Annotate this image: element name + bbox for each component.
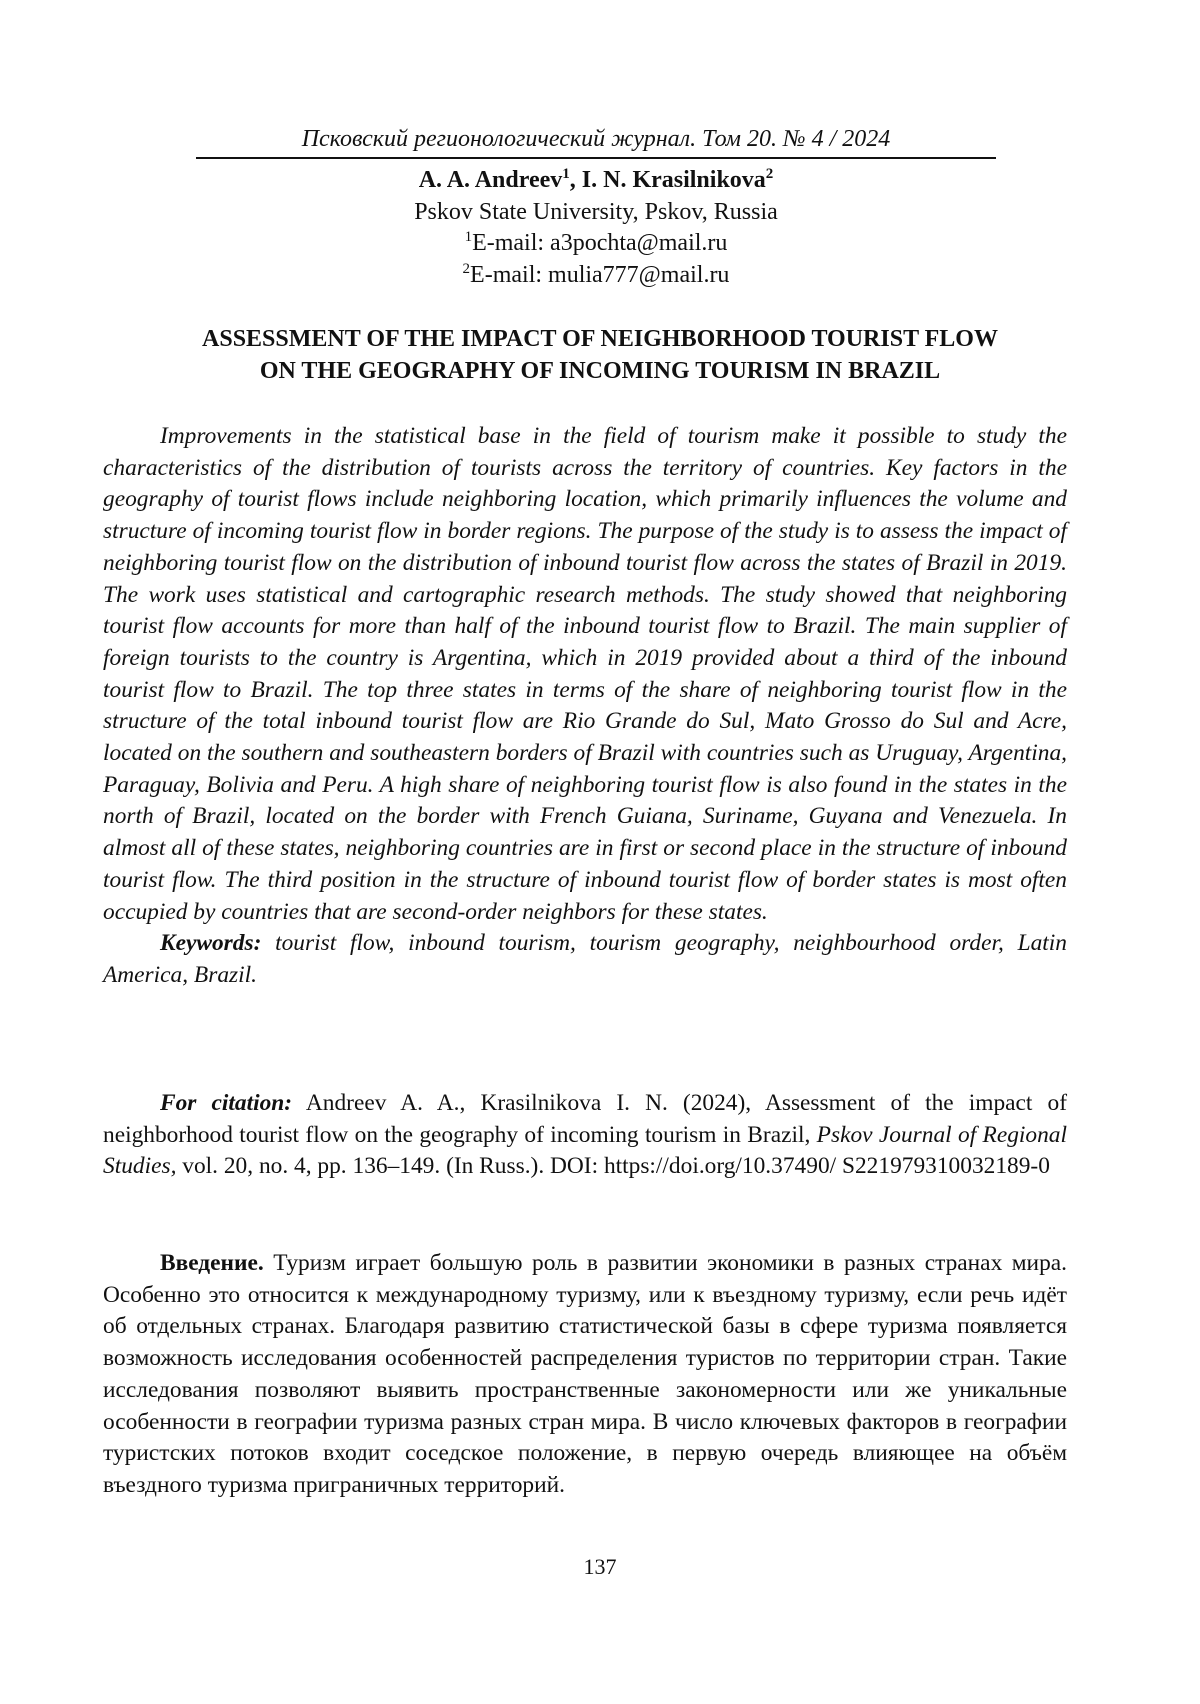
keywords (103, 928, 1067, 991)
keywords-label: Keywords: (160, 930, 262, 957)
title-line-1: ASSESSMENT OF THE IMPACT OF NEIGHBORHOOD TOURIST FLOW (202, 326, 998, 352)
introduction-paragraph (103, 1248, 1067, 1502)
page-number: 137 (583, 1554, 617, 1579)
author-separator: , (569, 167, 582, 193)
introduction-block (103, 1248, 1067, 1502)
email-2-line (196, 260, 996, 292)
article-title (100, 323, 1100, 387)
citation-block (103, 1088, 1067, 1183)
citation-paragraph (103, 1088, 1067, 1183)
author-2-mark: 2 (765, 166, 774, 182)
running-header: Псковский регионологический журнал. Том 20. № 4 / 2024 (301, 126, 891, 152)
citation-journal: Pskov Journal of Regional Studies, (103, 1121, 1067, 1180)
email-2-mark: 2 (462, 260, 471, 277)
abstract-text: Improvements in the statistical base in the field of tourism make it possible to study the characteristics of the distribution of tourists across the territory of countries. Key factors in the geography of tourist flows include neighboring location, which primarily influences the volume and structure of incoming tourist flow in border regions. The purpose of the study is to assess the impact of neighboring tourist flow on the distribution of inbound tourist flow across the states of Brazil in 2019. The work uses statistical and cartographic research methods. The study showed that neighboring tourist flow accounts for more than half of the inbound tourist flow to Brazil. The main supplier of foreign tourists to the country is Argentina, which in 2019 provided about a third of the inbound tourist flow to Brazil. The top three states in terms of the share of neighboring tourist flow in the structure of the total inbound tourist flow are Rio Grande do Sul, Mato Grosso do Sul and Acre, located on the southern and southeastern borders of Brazil with countries such as Uruguay, Argentina, Paraguay, Bolivia and Peru. A high share of neighboring tourist flow is also found in the states in the north of Brazil, located on the border with French Guiana, Suriname, Guyana and Venezuela. In almost all of these states, neighboring countries are in first or second place in the structure of inbound tourist flow. The third position in the structure of inbound tourist flow of border states is most often occupied by countries that are second-order neighbors for these states. (103, 423, 1067, 925)
abstract (103, 421, 1067, 992)
email-1[interactable]: E-mail: a3pochta@mail.ru (472, 230, 728, 256)
email-1-line (196, 228, 996, 260)
author-1-name: A. A. Andreev (418, 167, 563, 193)
author-1-mark: 1 (562, 166, 570, 182)
header-rule (196, 157, 996, 159)
citation-label: For citation: (160, 1090, 293, 1116)
keywords-text: tourist flow, inbound tourism, tourism geography, neighbourhood order, Latin America, Brazil. (103, 930, 1067, 988)
introduction-text: Туризм играет большую роль в развитии экономики в разных странах мира. Особенно это относится к международному туризму, или к въездному туризму, если речь идёт об отдельных странах. Благодаря развитию статистической базы в сфере туризма появляется возможность исследования особенностей распределения туристов по территории стран. Такие исследования позволяют выявить пространственные закономерности или же уникальные особенности в географии туризма разных стран мира. В число ключевых факторов в географии туристских потоков входит соседское положение, в первую очередь влияющее на объём въездного туризма приграничных территорий. (103, 1250, 1067, 1498)
introduction-label: Введение. (160, 1250, 264, 1276)
email-2[interactable]: E-mail: mulia777@mail.ru (470, 261, 730, 288)
author-2-name: I. N. Krasilnikova (581, 167, 766, 193)
author-names (196, 165, 996, 197)
citation-text-2: vol. 20, no. 4, pp. 136–149. (In Russ.). DOI: https://doi.org/10.37490/ S221979310032189-0 (176, 1153, 1050, 1180)
affiliation: Pskov State University, Pskov, Russia (414, 198, 778, 225)
authors-block (196, 165, 996, 291)
title-line-2: ON THE GEOGRAPHY OF INCOMING TOURISM IN BRAZIL (259, 358, 941, 384)
citation-text-1: Andreev A. A., Krasilnikova I. N. (2024), Assessment of the impact of neighborhood tourist flow on the geography of incoming tourism in Brazil, (103, 1090, 1067, 1148)
email-1-mark: 1 (464, 229, 473, 245)
